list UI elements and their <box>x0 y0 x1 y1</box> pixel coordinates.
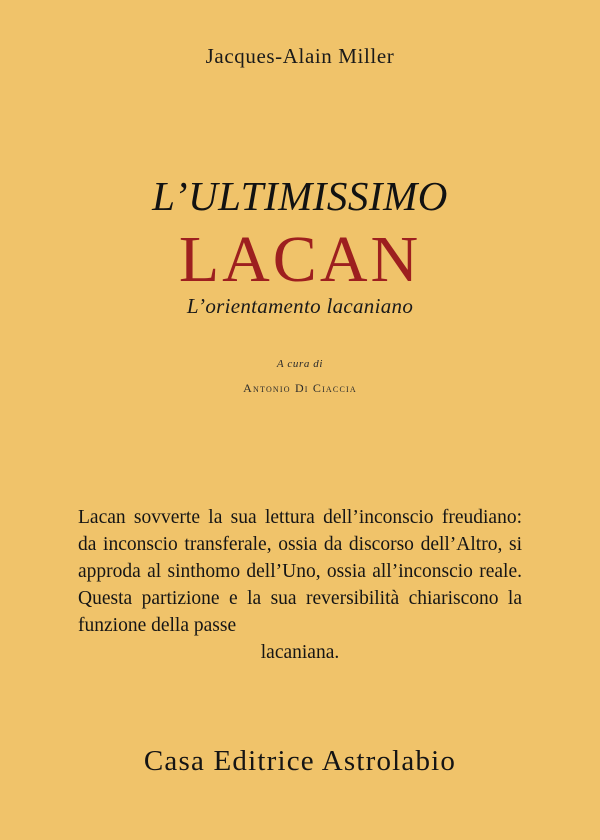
blurb-last-line: lacaniana. <box>260 641 340 663</box>
title-main: LACAN <box>178 223 422 296</box>
subtitle: L’orientamento lacaniano <box>186 294 414 318</box>
title-line-italic: L’ULTIMISSIMO <box>152 173 448 219</box>
curator-name: Antonio Di Ciaccia <box>243 381 357 395</box>
blurb-body: Lacan sovverte la sua lettura dell’inconscio freudiano: da inconscio transferale, ossia da discorso dell’Altro, si approda al sinthomo dell’Uno, ossia all’inconscio reale. Questa partizione e la sua reversibilità chiariscono la funzione della passe <box>78 507 522 636</box>
blurb-text <box>78 505 522 666</box>
author-name: Jacques-Alain Miller <box>205 44 395 68</box>
publisher-name: Casa Editrice Astrolabio <box>143 745 457 777</box>
curator-prefix: A cura di <box>276 358 324 370</box>
